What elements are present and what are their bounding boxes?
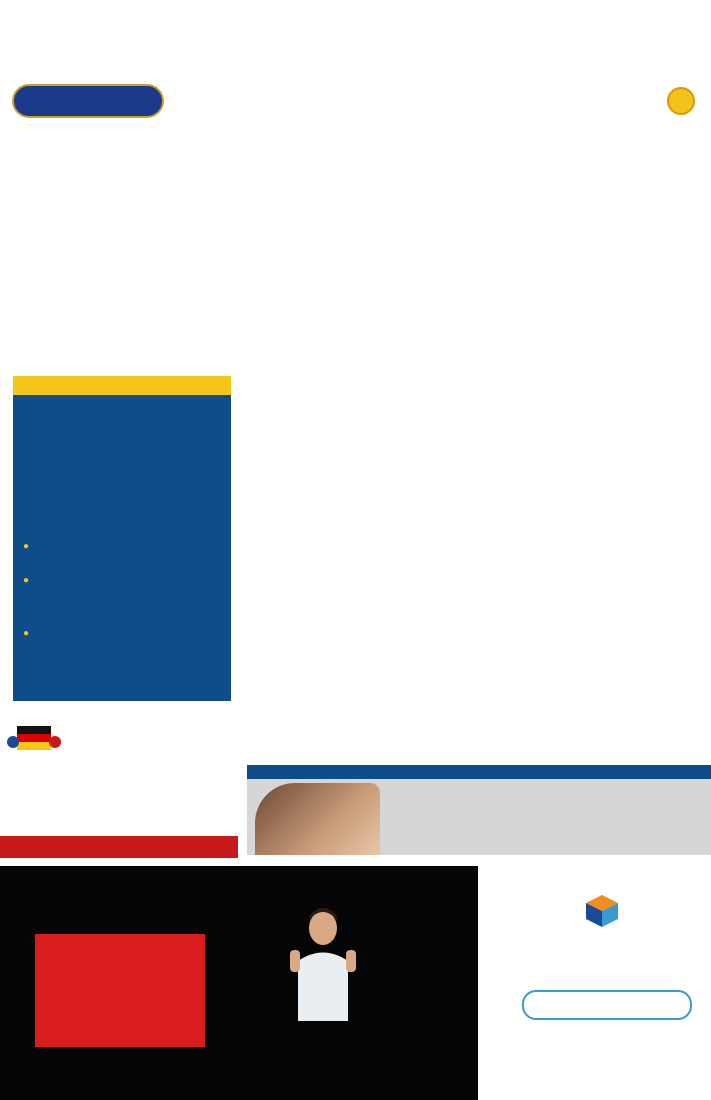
feature-bullet: ● — [23, 628, 30, 639]
anosi-tutoring-ad[interactable] — [0, 866, 478, 1100]
feature-bullet: ● — [23, 541, 30, 552]
feature-bullet: ● — [23, 575, 30, 586]
ragkos-motto — [522, 990, 692, 1020]
ear-photo — [255, 783, 380, 855]
results-bar — [247, 765, 711, 779]
language-center-bar — [0, 836, 238, 858]
german-flag-logo — [3, 712, 65, 774]
issue-info — [181, 82, 191, 99]
price-badge — [667, 87, 695, 115]
student-thumbs-up-image — [290, 906, 356, 1021]
cube-logo-icon — [582, 893, 622, 929]
anniversary-badge — [12, 84, 164, 118]
german-school-ad[interactable] — [0, 710, 238, 856]
masthead — [0, 0, 711, 78]
ragkos-tutoring-ad[interactable] — [490, 866, 711, 1100]
feature-tag — [13, 376, 231, 395]
results-banner[interactable] — [247, 779, 711, 855]
feature-box[interactable] — [13, 376, 231, 701]
info-bar — [0, 80, 711, 124]
thanks-message — [35, 934, 205, 1047]
